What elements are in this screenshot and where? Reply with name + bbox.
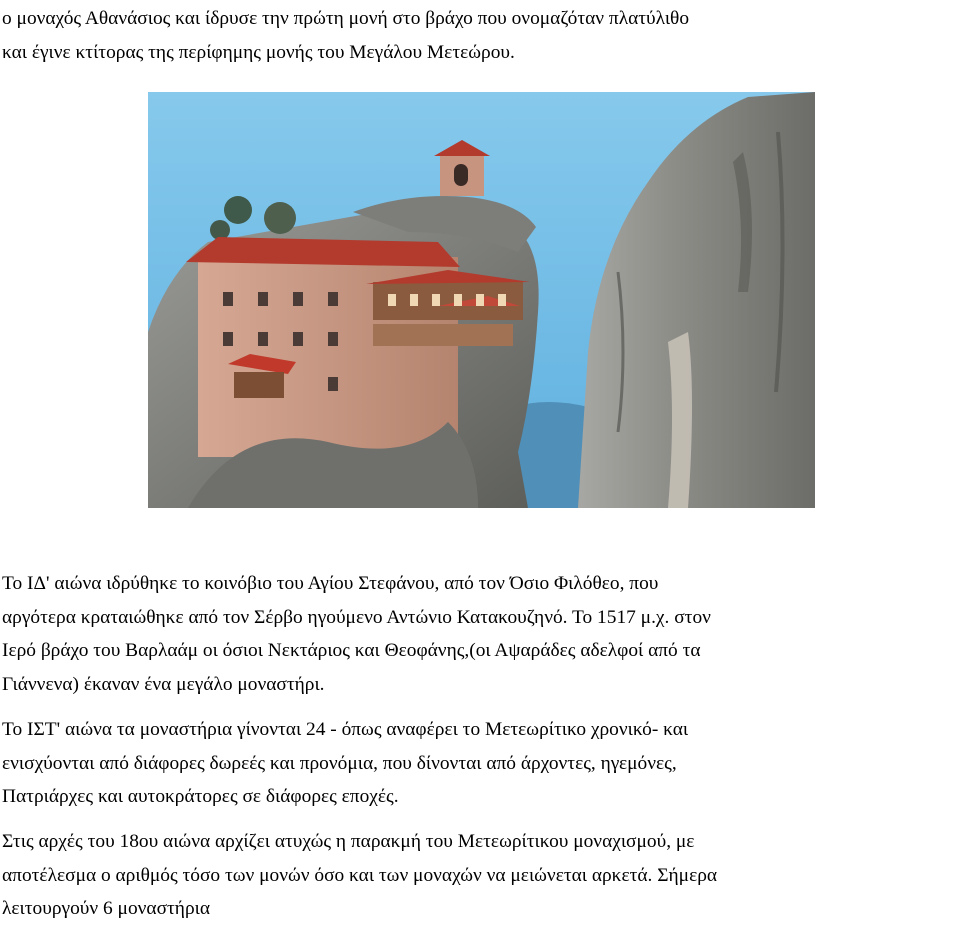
text-line: Ιερό βράχο του Βαρλαάμ οι όσιοι Νεκτάριος και Θεοφάνης,(οι Αψαράδες αδελφοί από τα [2, 640, 701, 661]
text-line: Γιάννενα) έκαναν ένα μεγάλο μοναστήρι. [2, 673, 325, 695]
tree [264, 202, 296, 234]
paragraph [2, 567, 958, 701]
text-line: Στις αρχές του 18ου αιώνα αρχίζει ατυχώς η παρακμή του Μετεωρίτικου μοναχισμού, με [2, 831, 695, 852]
text-line: λειτουργούν 6 μοναστήρια [2, 898, 211, 919]
text-line: αργότερα κραταιώθηκε από τον Σέρβο ηγούμενο Αντώνιο Κατακουζηνό. Το 1517 μ.χ. στον [2, 606, 711, 628]
kiosk [234, 372, 284, 398]
text-line: και έγινε κτίτορας της περίφημης μονής του Μεγάλου Μετεώρου. [2, 41, 515, 63]
text-line: αποτέλεσμα ο αριθμός τόσο των μονών όσο και των μοναχών να μειώνεται αρκετά. Σήμερα [2, 864, 718, 886]
tree [224, 196, 252, 224]
tree [210, 220, 230, 240]
bell-tower-arch [454, 164, 468, 186]
monastery-photo [148, 92, 815, 508]
text-line: ο μοναχός Αθανάσιος και ίδρυσε την πρώτη μονή στο βράχο που ονομαζόταν πλατύλιθο [2, 8, 690, 29]
paragraph [2, 825, 958, 926]
text-line: Το ΙΣΤ' αιώνα τα μοναστήρια γίνονται 24 - όπως αναφέρει το Μετεωρίτικο χρονικό- και [2, 719, 689, 740]
text-line: Το ΙΔ' αιώνα ιδρύθηκε το κοινόβιο του Αγίου Στεφάνου, από τον Όσιο Φιλόθεο, που [2, 573, 659, 594]
text-line: Πατριάρχες και αυτοκράτορες σε διάφορες εποχές. [2, 786, 399, 807]
paragraph [2, 713, 958, 814]
balcony [373, 324, 513, 346]
text-line: ενισχύονται από διάφορες δωρεές και προνόμια, που δίνονται από άρχοντες, ηγεμόνες, [2, 752, 677, 774]
intro-paragraph [2, 2, 958, 69]
